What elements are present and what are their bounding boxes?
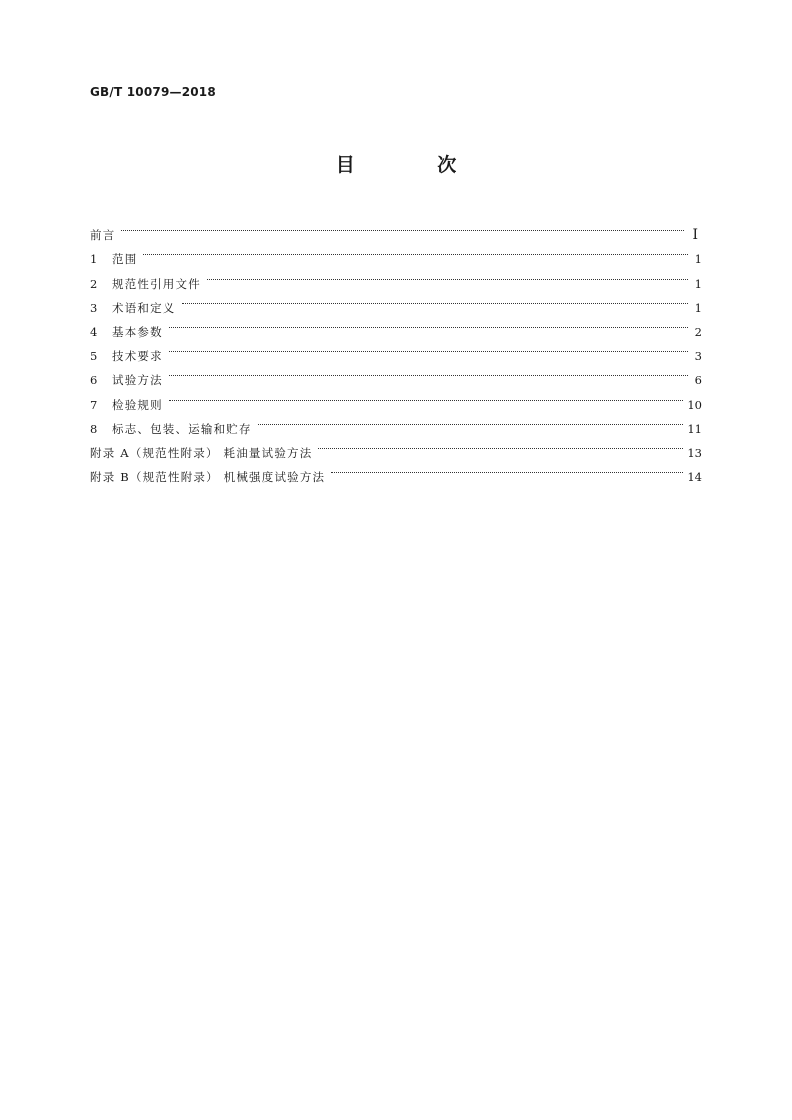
toc-entry-label: 检验规则 xyxy=(112,397,163,412)
toc-leader-dots xyxy=(169,336,688,360)
toc-leader-dots xyxy=(318,433,683,457)
toc-entry-number: 3 xyxy=(90,300,98,315)
toc-entry-number: 8 xyxy=(90,421,98,436)
toc-leader-dots xyxy=(182,288,689,312)
toc-leader-dots xyxy=(169,360,688,384)
toc-entry-page: 2 xyxy=(694,324,702,339)
toc-entry-number: 5 xyxy=(90,349,98,364)
table-of-contents xyxy=(90,215,702,485)
toc-entry-page: 3 xyxy=(694,349,702,364)
toc-entry-label: 术语和定义 xyxy=(112,300,176,315)
toc-entry-page: 1 xyxy=(694,252,702,267)
toc-entry-number: 2 xyxy=(90,276,98,291)
toc-entry-label: 附录 A（规范性附录） 耗油量试验方法 xyxy=(90,445,313,460)
toc-entry-number: 1 xyxy=(90,252,98,267)
toc-entry-2[interactable] xyxy=(90,263,702,291)
toc-entry-label: 技术要求 xyxy=(112,349,163,364)
toc-leader-dots xyxy=(331,457,683,481)
toc-entry-number: 6 xyxy=(90,373,98,388)
toc-entry-page: Ⅰ xyxy=(692,227,698,244)
toc-entry-3[interactable] xyxy=(90,288,702,315)
toc-leader-dots xyxy=(121,215,684,239)
toc-entry-1[interactable] xyxy=(90,239,702,267)
toc-leader-dots xyxy=(258,409,684,433)
toc-entry-page: 13 xyxy=(687,445,702,460)
toc-entry-page: 1 xyxy=(694,276,702,291)
page-title: 目 次 xyxy=(335,154,495,176)
toc-entry-label: 范围 xyxy=(112,252,138,267)
toc-entry-foreword[interactable] xyxy=(90,215,702,244)
toc-entry-4[interactable] xyxy=(90,312,702,339)
standard-code: GB/T 10079—2018 xyxy=(90,85,216,99)
toc-leader-dots xyxy=(143,239,688,263)
toc-entry-label: 试验方法 xyxy=(112,373,163,388)
toc-leader-dots xyxy=(207,263,688,287)
toc-entry-label: 前言 xyxy=(90,228,116,243)
toc-entry-page: 6 xyxy=(694,373,702,388)
toc-entry-number: 7 xyxy=(90,397,98,412)
toc-entry-page: 14 xyxy=(687,470,702,485)
toc-entry-page: 1 xyxy=(694,300,702,315)
toc-leader-dots xyxy=(169,312,688,336)
toc-entry-5[interactable] xyxy=(90,336,702,364)
toc-leader-dots xyxy=(169,384,684,408)
toc-entry-number: 4 xyxy=(90,324,98,339)
toc-entry-label: 标志、包装、运输和贮存 xyxy=(112,421,252,436)
toc-entry-6[interactable] xyxy=(90,360,702,388)
toc-entry-7[interactable] xyxy=(90,384,702,412)
toc-entry-page: 10 xyxy=(687,397,702,412)
toc-entry-label: 规范性引用文件 xyxy=(112,276,201,291)
toc-entry-8[interactable] xyxy=(90,409,702,436)
toc-entry-page: 11 xyxy=(687,421,702,436)
toc-entry-label: 基本参数 xyxy=(112,324,163,339)
toc-entry-label: 附录 B（规范性附录） 机械强度试验方法 xyxy=(90,470,326,485)
